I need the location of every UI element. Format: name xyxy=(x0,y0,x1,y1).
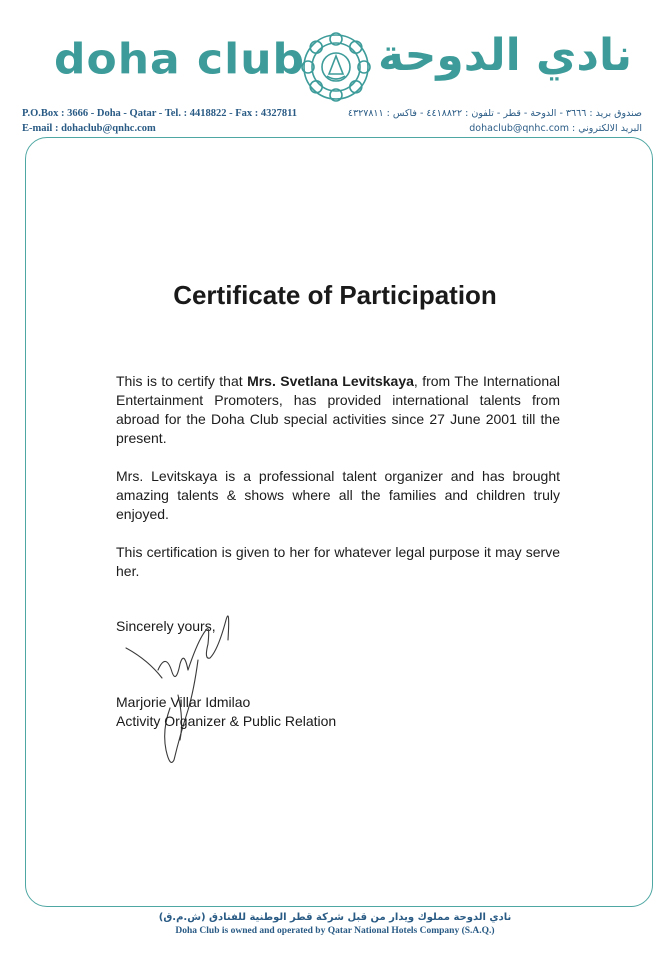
email-line-english: E-mail : dohaclub@qnhc.com xyxy=(22,123,156,134)
paragraph-intro: This is to certify that xyxy=(116,373,248,389)
contact-block-arabic xyxy=(348,106,642,136)
doha-club-logo-arabic: نادي الدوحة xyxy=(377,30,632,81)
handwritten-signature xyxy=(116,600,251,770)
doha-club-emblem-icon xyxy=(301,32,371,102)
doha-club-logo-latin: doha club xyxy=(54,35,306,84)
letterhead xyxy=(0,0,670,140)
email-line-arabic: البريد الالكتروني : dohaclub@qnhc.com xyxy=(469,123,642,134)
footer-ownership-arabic: نادي الدوحة مملوك ويدار من قبل شركة قطر الوطنية للفنادق (ش.م.ق) xyxy=(158,912,512,923)
signer-title: Activity Organizer & Public Relation xyxy=(116,713,337,729)
purpose-paragraph: This certification is given to her for whatever legal purpose it may serve her. xyxy=(116,544,560,579)
description-paragraph: Mrs. Levitskaya is a professional talent organizer and has brought amazing talents & shows where all the families and children truly enjoyed. xyxy=(116,468,560,522)
certification-paragraph xyxy=(116,372,560,448)
recipient-name: Mrs. Svetlana Levitskaya xyxy=(247,373,414,389)
closing-salutation: Sincerely yours, xyxy=(116,618,216,634)
footer-ownership-english: Doha Club is owned and operated by Qatar National Hotels Company (S.A.Q.) xyxy=(175,926,495,936)
certificate-title: Certificate of Participation xyxy=(173,280,497,310)
paragraph-details: , from The International Entertainment Promoters, has provided international talents from abroad for the Doha Club special activities since 27 June 2001 till the present. xyxy=(116,373,561,446)
contact-block-english xyxy=(22,106,297,136)
signer-name: Marjorie Villar Idmilao xyxy=(116,694,251,710)
contact-line-english: P.O.Box : 3666 - Doha - Qatar - Tel. : 4418822 - Fax : 4327811 xyxy=(22,108,298,119)
contact-line-arabic: صندوق بريد : ٣٦٦٦ - الدوحة - قطر - تلفون : ٤٤١٨٨٢٢ - فاكس : ٤٣٢٧٨١١ xyxy=(347,108,642,119)
